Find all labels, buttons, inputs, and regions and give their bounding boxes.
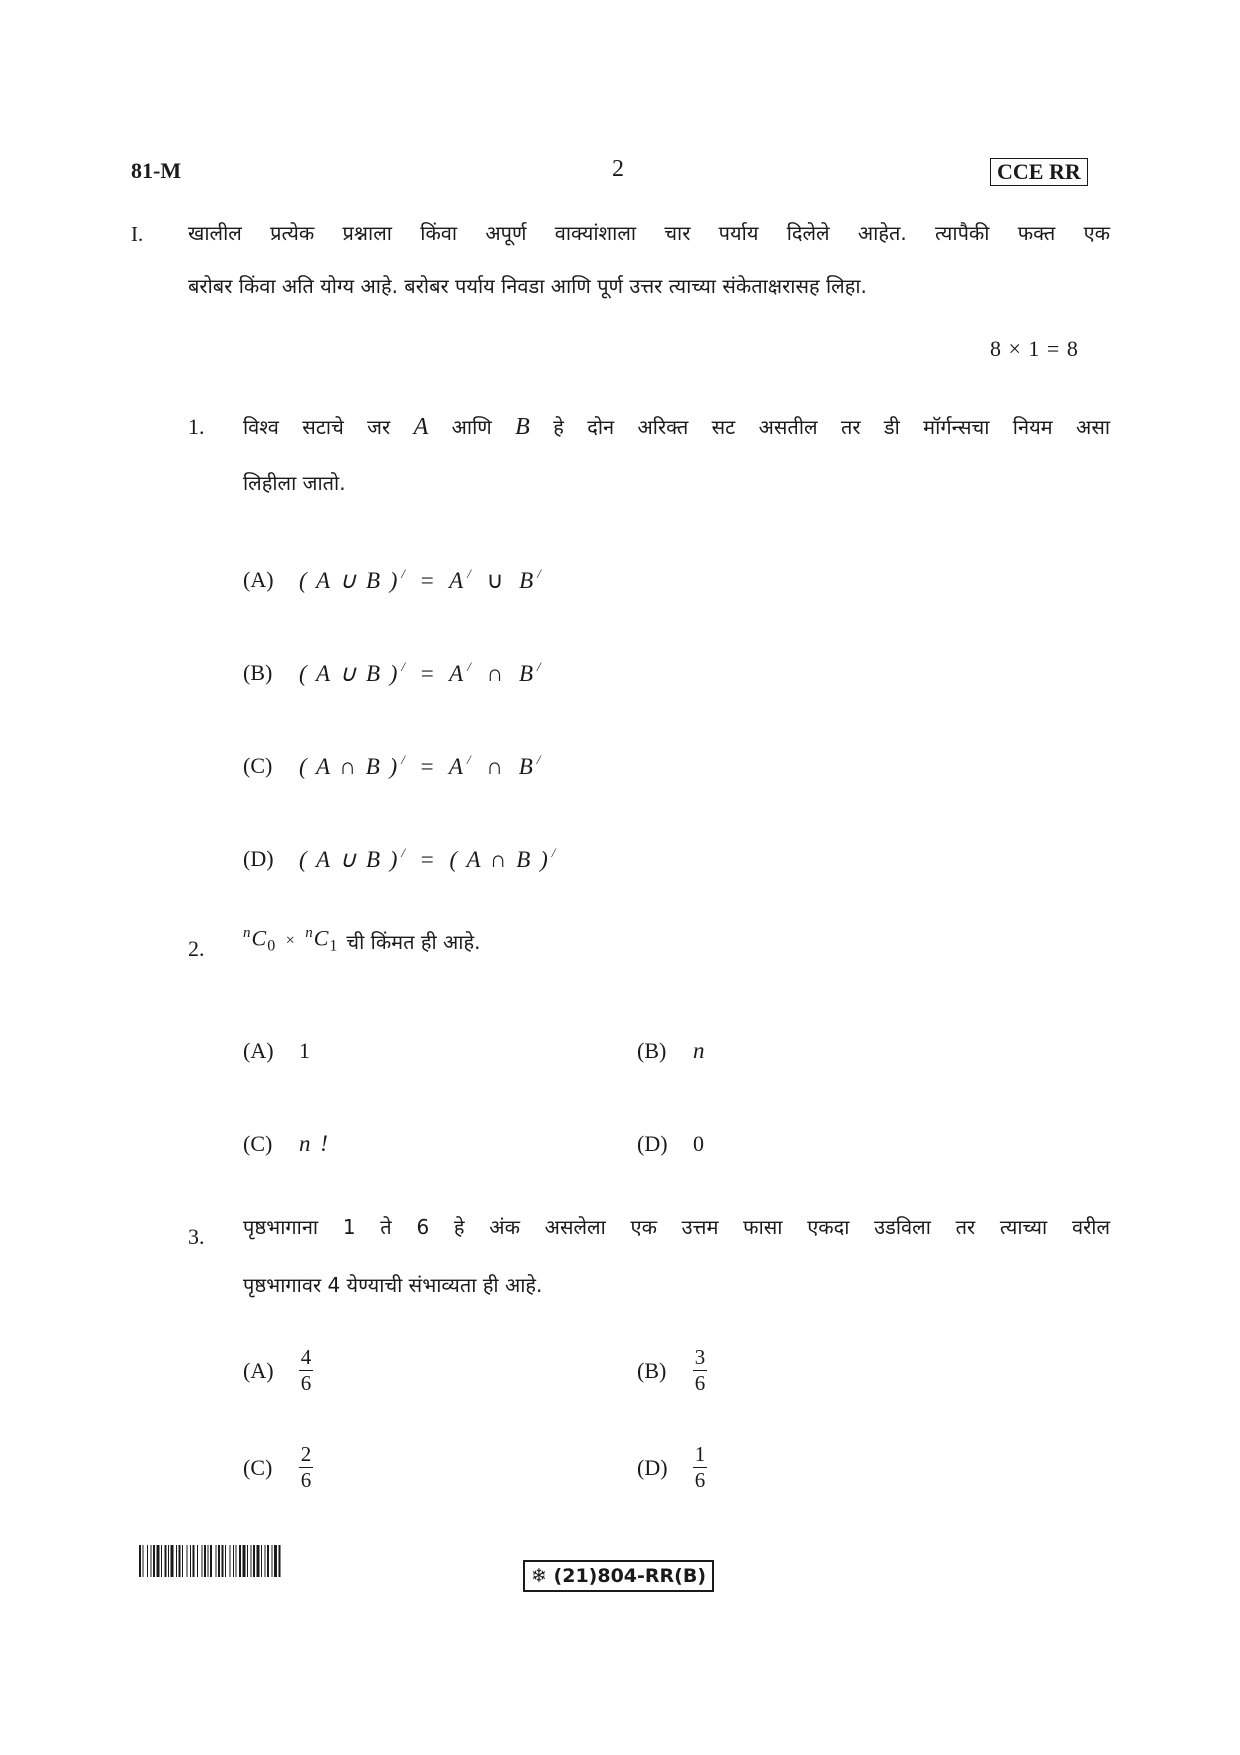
option-fraction: $\frac{1}{6}$ <box>694 1442 706 1492</box>
q2-option-c <box>243 1131 330 1157</box>
section-instruction-line1: खालील प्रत्येक प्रश्नाला किंवा अपूर्ण वाक्यांशाला चार पर्याय दिलेले आहेत. त्यापैकी फक्त एक <box>188 221 1110 245</box>
option-formula: ( A ∩ B ) / = A / ∩ B / <box>299 752 543 779</box>
q2-option-d <box>637 1131 704 1157</box>
q1-text-post: हे दोन अरिक्त सट असतील तर डी मॉर्गन्सचा नियम असा <box>553 415 1111 439</box>
q1-var-b: B <box>515 414 530 440</box>
section-number: I. <box>131 222 144 246</box>
option-label: (B) <box>637 1357 667 1383</box>
option-label: (C) <box>243 1131 273 1156</box>
option-fraction: $\frac{4}{6}$ <box>300 1345 312 1395</box>
q1-option-a <box>243 566 543 594</box>
q1-text-line2: लिहीला जातो. <box>243 471 346 495</box>
q2-option-b <box>637 1038 707 1064</box>
option-label: (C) <box>243 1454 273 1480</box>
q2-number: 2. <box>188 936 205 961</box>
q1-option-d <box>243 845 557 873</box>
q1-text-pre: विश्व सटाचे जर <box>243 415 391 439</box>
option-formula: ( A ∪ B ) / = A / ∩ B / <box>299 659 543 686</box>
q3-text-line1: पृष्ठभागाना 1 ते 6 हे अंक असलेला एक उत्तम फासा एकदा उडविला तर त्याच्या वरील <box>243 1215 1110 1239</box>
q3-option-a <box>243 1347 313 1394</box>
option-label: (A) <box>243 1038 274 1063</box>
q2-text-body: ची किंमत ही आहे. <box>346 930 481 954</box>
barcode-image <box>139 1545 369 1577</box>
option-value: n <box>693 1038 707 1063</box>
option-value: 1 <box>299 1038 310 1063</box>
q1-option-c <box>243 752 542 780</box>
option-fraction: $\frac{2}{6}$ <box>300 1442 312 1492</box>
q1-text-line1 <box>243 415 1110 439</box>
q2-text <box>243 926 480 955</box>
option-value: 0 <box>693 1131 704 1156</box>
q3-option-c <box>243 1444 313 1491</box>
option-label: (A) <box>243 1357 274 1383</box>
option-label: (B) <box>243 660 273 685</box>
q1-var-a: A <box>413 414 429 440</box>
option-fraction: $\frac{3}{6}$ <box>694 1345 706 1395</box>
q1-option-b <box>243 659 543 687</box>
option-label: (C) <box>243 753 273 778</box>
q3-option-d <box>637 1444 707 1491</box>
snowflake-icon: ❄ <box>531 1565 547 1587</box>
paper-code: 81-M <box>131 158 182 183</box>
option-formula: ( A ∪ B ) / = A / ∪ B / <box>299 566 543 593</box>
section-marks: 8 × 1 = 8 <box>990 336 1079 361</box>
option-label: (B) <box>637 1038 667 1063</box>
q1-text-mid: आणि <box>451 415 492 439</box>
option-label: (D) <box>637 1454 668 1480</box>
option-value: n ! <box>299 1131 330 1156</box>
q2-formula: $^nC_0 \times ^nC_1$ <box>243 925 339 955</box>
footer-code-box <box>523 1560 714 1592</box>
option-label: (D) <box>637 1131 668 1156</box>
option-label: (D) <box>243 846 274 871</box>
option-formula: ( A ∪ B ) / = ( A ∩ B ) / <box>299 845 558 872</box>
footer-code: (21)804-RR(B) <box>553 1565 707 1587</box>
series-box: CCE RR <box>990 158 1088 186</box>
q3-option-b <box>637 1347 707 1394</box>
q3-number: 3. <box>188 1224 205 1249</box>
option-label: (A) <box>243 567 274 592</box>
page-number: 2 <box>612 156 624 182</box>
section-instruction-line2: बरोबर किंवा अति योग्य आहे. बरोबर पर्याय निवडा आणि पूर्ण उत्तर त्याच्या संकेताक्षरासह लिहा. <box>188 274 867 298</box>
q1-number: 1. <box>188 414 205 439</box>
q2-option-a <box>243 1038 310 1064</box>
q3-text-line2: पृष्ठभागावर 4 येण्याची संभाव्यता ही आहे. <box>243 1273 543 1297</box>
